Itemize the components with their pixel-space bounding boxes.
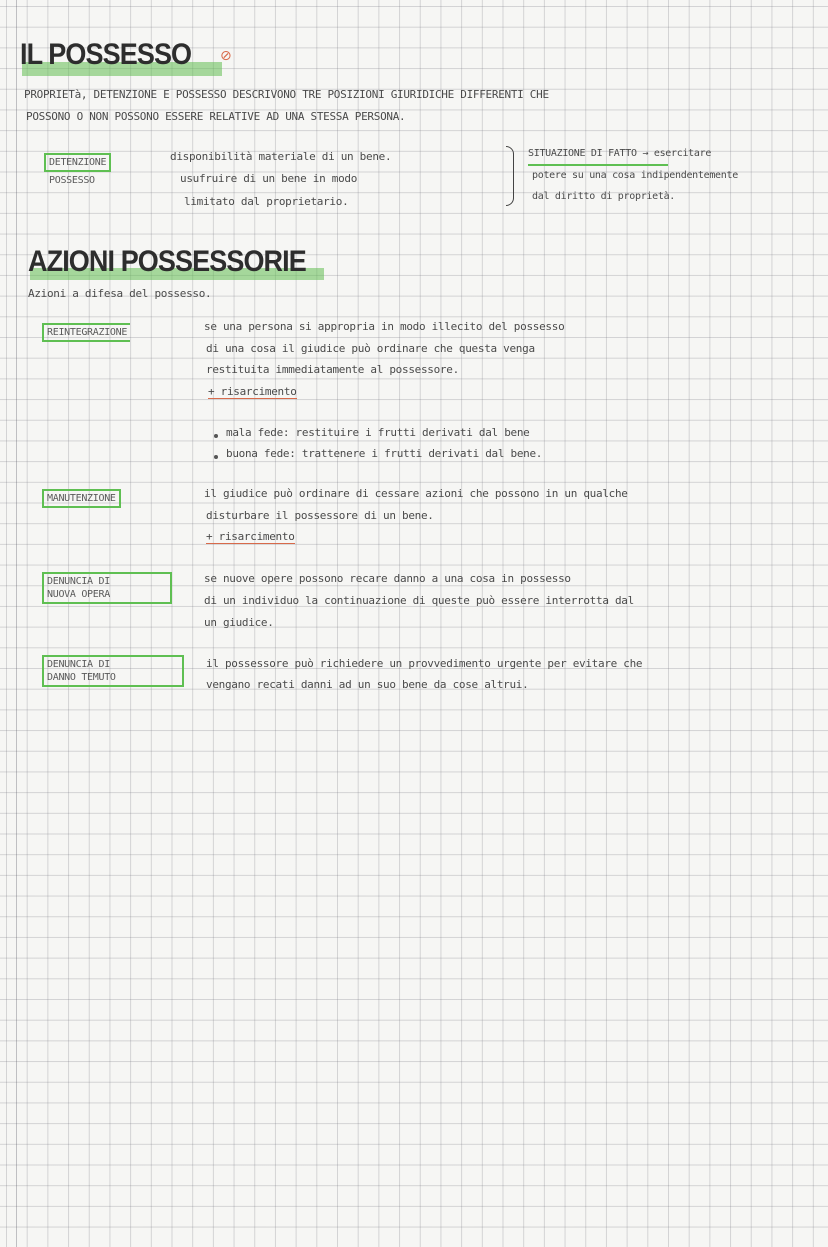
margin-line: [16, 0, 17, 1247]
manut-line-1: il giudice può ordinare di cessare azioni che possono in un qualche: [204, 487, 628, 500]
reint-bullet-2: buona fede: trattenere i frutti derivati dal bene.: [226, 447, 543, 460]
detenzione-def: disponibilità materiale di un bene.: [170, 150, 392, 163]
opera-line-2: di un individuo la continuazione di queste può essere interrotta dal: [204, 594, 634, 607]
reint-line-3: restituita immediatamente al possessore.: [206, 363, 459, 376]
page-title: IL POSSESSO: [20, 38, 192, 71]
label-manutenzione: MANUTENZIONE: [42, 489, 121, 508]
bullet-dot: [214, 455, 218, 459]
manut-line-2: disturbare il possessore di un bene.: [206, 509, 434, 522]
section2-subtitle: Azioni a difesa del possesso.: [28, 287, 212, 300]
reint-line-2: di una cosa il giudice può ordinare che questa venga: [206, 342, 535, 355]
label-reintegrazione: REINTEGRAZIONE: [42, 323, 130, 342]
intro-line-2: POSSONO O NON POSSONO ESSERE RELATIVE AD UNA STESSA PERSONA.: [26, 110, 406, 123]
manut-extra-text: + risarcimento: [206, 530, 295, 543]
fact-underline: [528, 164, 668, 166]
label-danno-temuto-2: DANNO TEMUTO: [47, 672, 116, 683]
label-danno-temuto-1: DENUNCIA DI: [47, 659, 110, 670]
label-detenzione: DETENZIONE: [44, 153, 111, 172]
title-symbol: ⊘: [220, 48, 232, 64]
fact-line-3: dal diritto di proprietà.: [532, 191, 676, 202]
opera-line-1: se nuove opere possono recare danno a una cosa in possesso: [204, 572, 571, 585]
label-danno-temuto: [42, 655, 184, 687]
label-possesso: POSSESSO: [49, 175, 95, 186]
fact-line-2: potere su una cosa indipendentemente: [532, 170, 738, 181]
bullet-dot: [214, 434, 218, 438]
danno-line-2: vengano recati danni ad un suo bene da cose altrui.: [206, 678, 529, 691]
reint-extra: [208, 385, 297, 398]
possesso-def-1: usufruire di un bene in modo: [180, 172, 358, 185]
intro-line-1: PROPRIETà, DETENZIONE E POSSESSO DESCRIVONO TRE POSIZIONI GIURIDICHE DIFFERENTI CHE: [24, 88, 549, 101]
brace: [506, 146, 514, 206]
reint-extra-text: + risarcimento: [208, 385, 297, 398]
label-nuova-opera-2: NUOVA OPERA: [47, 589, 110, 600]
fact-line-1: SITUAZIONE DI FATTO → esercitare: [528, 148, 712, 159]
section2-title: AZIONI POSSESSORIE: [28, 245, 306, 278]
manut-extra: [206, 530, 295, 543]
label-nuova-opera: [42, 572, 172, 604]
reint-bullet-1: mala fede: restituire i frutti derivati dal bene: [226, 426, 530, 439]
opera-line-3: un giudice.: [204, 616, 274, 629]
label-nuova-opera-1: DENUNCIA DI: [47, 576, 110, 587]
possesso-def-2: limitato dal proprietario.: [184, 195, 349, 208]
danno-line-1: il possessore può richiedere un provvedimento urgente per evitare che: [206, 657, 643, 670]
reint-line-1: se una persona si appropria in modo illecito del possesso: [204, 320, 565, 333]
